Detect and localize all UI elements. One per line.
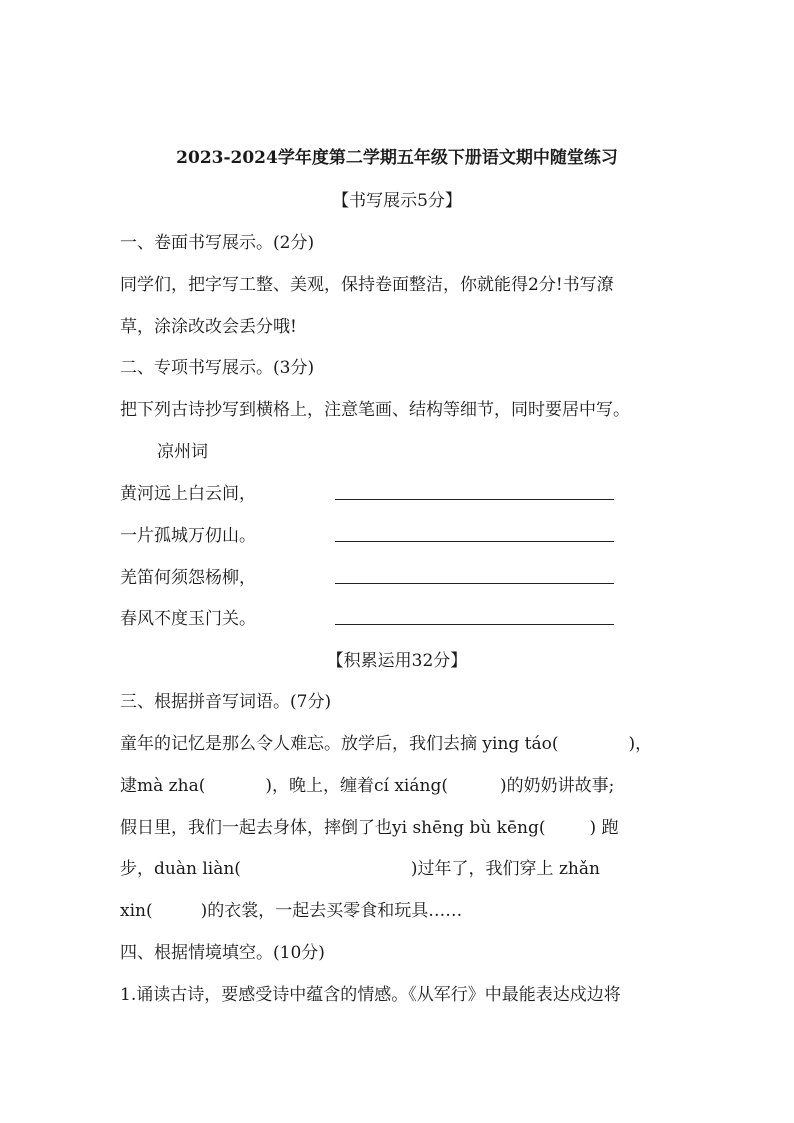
q3-text: 假日里，我们一起去身体，摔倒了也yi shēng bù kēng( <box>120 818 546 838</box>
section-heading-writing: 【书写展示5分】 <box>332 191 462 211</box>
question-1-heading: 一、卷面书写展示。(2分) <box>120 233 315 253</box>
question-1-text-line-1: 同学们，把字写工整、美观，保持卷面整洁，你就能得2分!书写潦 <box>120 275 614 295</box>
poem-title: 凉州词 <box>157 442 208 462</box>
copy-writing-line-2[interactable] <box>335 541 614 542</box>
q3-text: )的衣裳，一起去买零食和玩具…… <box>200 901 463 921</box>
question-3-line-1 <box>120 732 652 756</box>
page-title: 2023-2024学年度第二学期五年级下册语文期中随堂练习 <box>176 148 618 168</box>
question-4-heading: 四、根据情境填空。(10分) <box>120 943 325 963</box>
copy-writing-line-3[interactable] <box>335 583 614 584</box>
question-2-heading: 二、专项书写展示。(3分) <box>120 358 315 378</box>
poem-line-1: 黄河远上白云间， <box>120 484 256 504</box>
q3-text: 步，duàn liàn( <box>120 859 241 879</box>
q3-text: xin( <box>120 901 153 921</box>
q3-text: )的奶奶讲故事; <box>499 776 615 796</box>
q3-text: )， <box>628 734 653 754</box>
copy-writing-line-1[interactable] <box>335 499 614 500</box>
poem-line-2: 一片孤城万仞山。 <box>120 526 256 546</box>
question-3-line-2 <box>120 774 614 798</box>
question-3-line-5 <box>120 899 462 923</box>
section-heading-accumulation: 【积累运用32分】 <box>326 651 468 671</box>
q3-text: )过年了，我们穿上 zhǎn <box>410 859 600 879</box>
question-1-text-line-2: 草，涂涂改改会丢分哦! <box>120 317 297 337</box>
question-3-line-4 <box>120 857 600 881</box>
question-3-line-3 <box>120 816 619 840</box>
q3-text: )，晚上，缠着cí xiáng( <box>265 776 448 796</box>
poem-line-3: 羌笛何须怨杨柳， <box>120 568 256 588</box>
q3-text: 逮mà zha( <box>120 776 206 796</box>
question-3-heading: 三、根据拼音写词语。(7分) <box>120 692 332 712</box>
q3-text: 童年的记忆是那么令人难忘。放学后，我们去摘 ying táo( <box>120 734 559 754</box>
q3-text: ) 跑 <box>589 818 619 838</box>
question-4-item-1: 1.诵读古诗，要感受诗中蕴含的情感。《从军行》中最能表达戍边将 <box>120 985 621 1005</box>
poem-line-4: 春风不度玉门关。 <box>120 609 256 629</box>
copy-writing-line-4[interactable] <box>335 624 614 625</box>
question-2-instruction: 把下列古诗抄写到横格上，注意笔画、结构等细节，同时要居中写。 <box>120 400 630 420</box>
